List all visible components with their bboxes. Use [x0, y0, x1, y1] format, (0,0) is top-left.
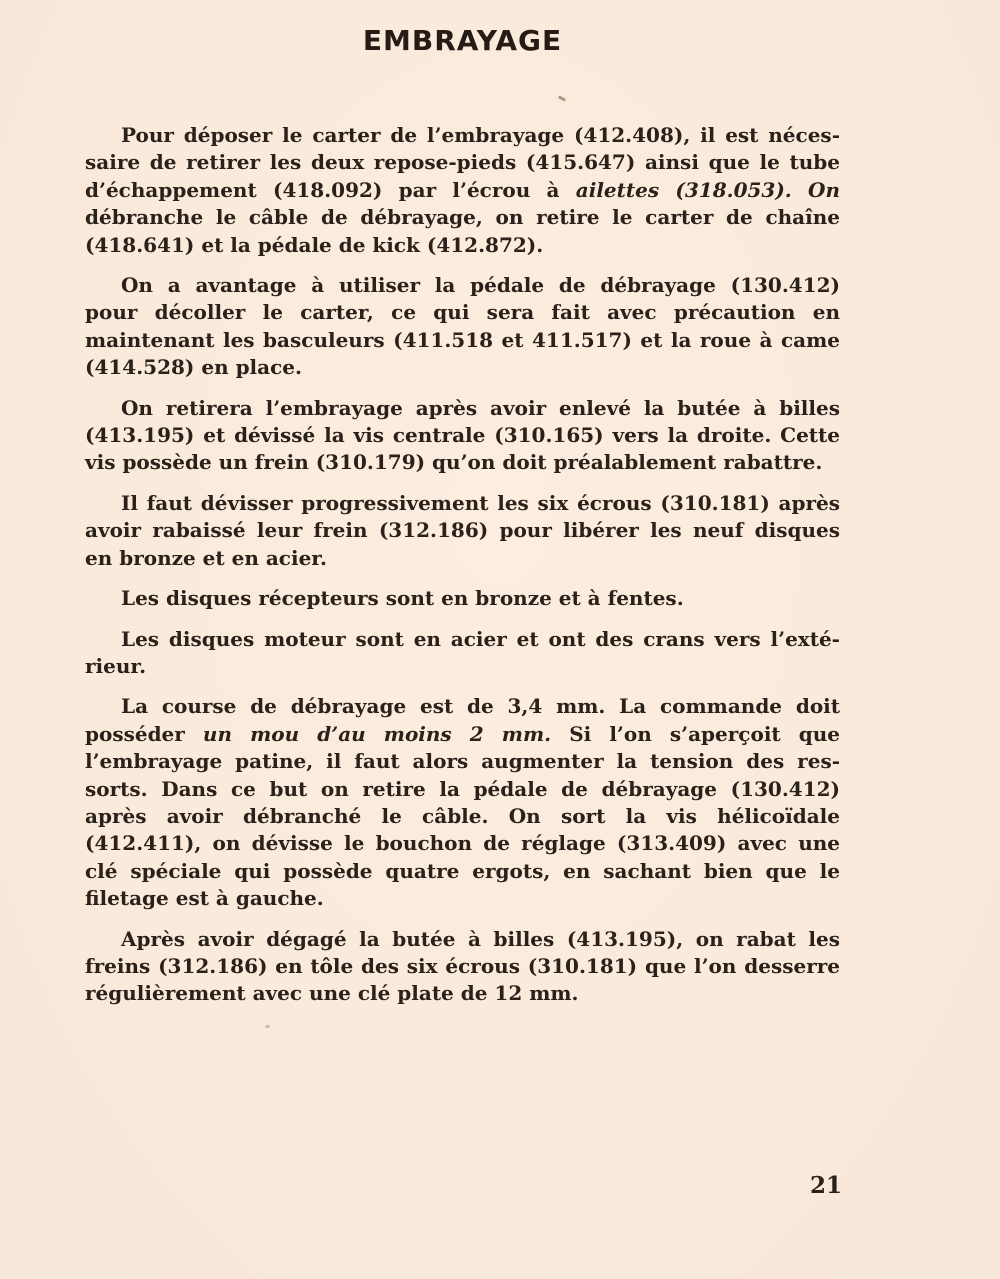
- text-line: avoir rabaissé leur frein (312.186) pour libérer les neuf disques: [85, 518, 840, 543]
- page-title: EMBRAYAGE: [362, 24, 563, 57]
- paragraph: [85, 693, 840, 912]
- text-line: (413.195) et dévissé la vis centrale (310.165) vers la droite. Cette: [85, 423, 840, 448]
- text-line: Les disques récepteurs sont en bronze et à fentes.: [121, 586, 684, 611]
- scan-speck: [558, 95, 566, 101]
- page-number: 21: [810, 1172, 843, 1199]
- text-line: pour décoller le carter, ce qui sera fait avec précaution en: [85, 300, 840, 325]
- text-line: posséder un mou d’au moins 2 mm. Si l’on s’aperçoit que: [85, 721, 840, 746]
- paragraph: [85, 626, 840, 681]
- text-line: (418.641) et la pédale de kick (412.872).: [85, 232, 544, 257]
- text-line: La course de débrayage est de 3,4 mm. La commande doit: [121, 694, 840, 719]
- paragraph: [85, 926, 840, 1008]
- text-line: (414.528) en place.: [85, 355, 302, 380]
- text-line: filetage est à gauche.: [85, 886, 324, 911]
- text-line: débranche le câble de débrayage, on retire le carter de chaîne: [85, 205, 840, 230]
- paragraph: [85, 395, 840, 477]
- text-line: Après avoir dégagé la butée à billes (413.195), on rabat les: [121, 926, 840, 951]
- text-line: d’échappement (418.092) par l’écrou à ailettes (318.053). On: [85, 177, 840, 202]
- text-line: (412.411), on dévisse le bouchon de réglage (313.409) avec une: [85, 831, 840, 856]
- scan-speck: [265, 1025, 270, 1028]
- text-line: freins (312.186) en tôle des six écrous (310.181) que l’on desserre: [85, 953, 840, 978]
- text-line: rieur.: [85, 653, 147, 678]
- text-line: saire de retirer les deux repose-pieds (415.647) ainsi que le tube: [85, 150, 840, 175]
- paragraph: [85, 272, 840, 382]
- body-text: [85, 122, 840, 1021]
- paragraph: [85, 122, 840, 259]
- text-line: après avoir débranché le câble. On sort la vis hélicoïdale: [85, 803, 840, 828]
- text-line: clé spéciale qui possède quatre ergots, en sachant bien que le: [85, 858, 840, 883]
- text-line: l’embrayage patine, il faut alors augmenter la tension des res-: [85, 749, 840, 774]
- text-line: On a avantage à utiliser la pédale de débrayage (130.412): [121, 273, 840, 298]
- text-line: vis possède un frein (310.179) qu’on doit préalablement rabattre.: [85, 450, 823, 475]
- text-line: régulièrement avec une clé plate de 12 mm.: [85, 981, 579, 1006]
- text-line: Il faut dévisser progressivement les six écrous (310.181) après: [121, 490, 840, 515]
- text-line: On retirera l’embrayage après avoir enlevé la butée à billes: [121, 395, 840, 420]
- paragraph: [85, 585, 840, 612]
- text-line: Les disques moteur sont en acier et ont des crans vers l’exté-: [121, 626, 840, 651]
- text-line: Pour déposer le carter de l’embrayage (412.408), il est néces-: [121, 123, 840, 147]
- paragraph: [85, 490, 840, 572]
- text-line: sorts. Dans ce but on retire la pédale de débrayage (130.412): [85, 776, 840, 801]
- text-line: en bronze et en acier.: [85, 545, 327, 570]
- text-line: maintenant les basculeurs (411.518 et 411.517) et la roue à came: [85, 327, 840, 352]
